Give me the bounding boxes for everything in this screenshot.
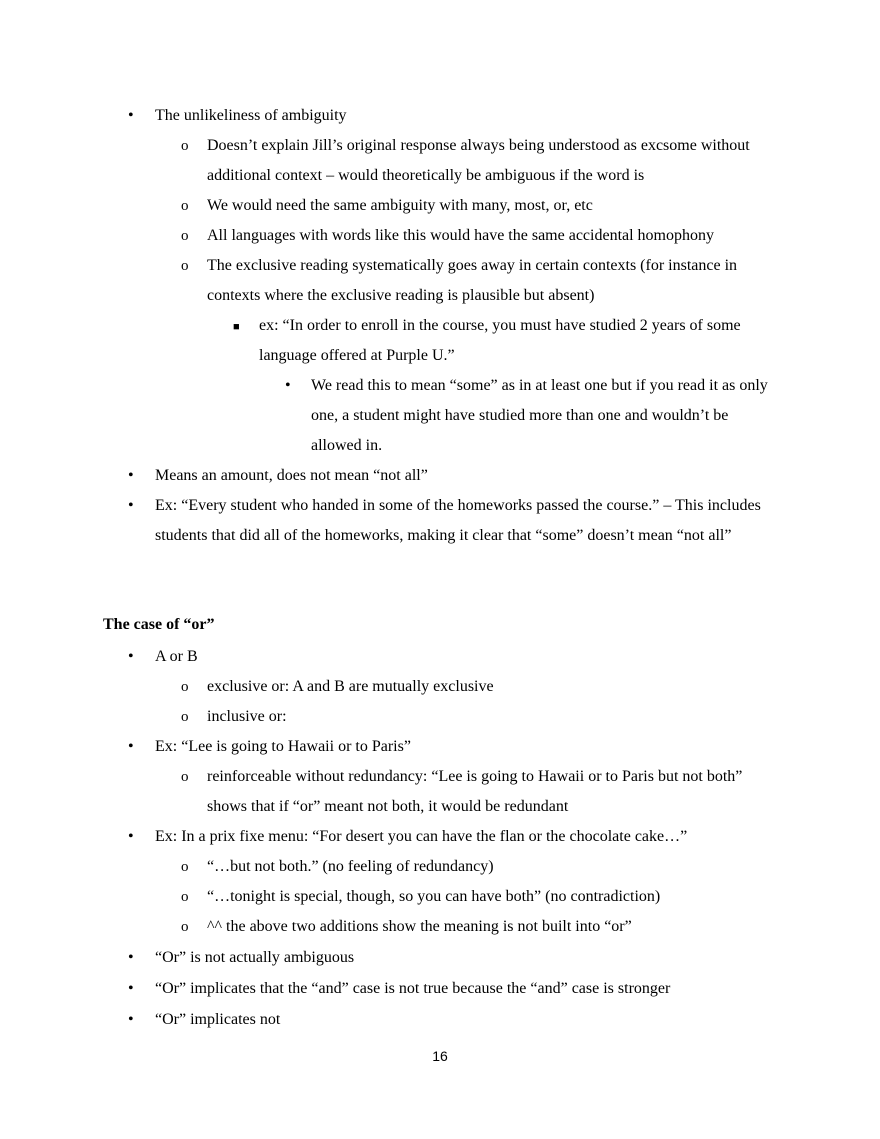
example-text: ex: “In order to enroll in the course, you must have studied 2 years of some language offered at Purple U.” — [259, 317, 741, 364]
bullet-marker: • — [128, 467, 134, 484]
bullet-text: “Or” implicates not — [155, 1011, 281, 1028]
sub-bullet-item — [181, 762, 782, 822]
sub-bullet-text: reinforceable without redundancy: “Lee is going to Hawaii or to Paris but not both” shows that if “or” meant not both, it would be redundant — [207, 768, 743, 815]
bullet-text: Means an amount, does not mean “not all” — [155, 467, 428, 484]
sub-bullet-marker: o — [181, 919, 189, 935]
sub-bullet-marker: o — [181, 859, 189, 875]
bullet-marker: • — [128, 738, 134, 755]
example-note-text: We read this to mean “some” as in at least one but if you read it as only one, a student might have studied more than one and wouldn’t be allowed in. — [311, 377, 768, 454]
bullet-text: Ex: In a prix fixe menu: “For desert you can have the flan or the chocolate cake…” — [155, 828, 688, 845]
sub-bullet-item — [181, 672, 782, 702]
sub-bullet-text: We would need the same ambiguity with many, most, or, etc — [207, 197, 593, 214]
bullet-marker: • — [128, 828, 134, 845]
sub-bullet-text: All languages with words like this would have the same accidental homophony — [207, 227, 714, 244]
bullet-text: Ex: “Lee is going to Hawaii or to Paris” — [155, 738, 411, 755]
sub-bullet-marker: o — [181, 258, 189, 274]
sub-bullet-text: inclusive or: — [207, 708, 287, 725]
bullet-marker: • — [128, 980, 134, 997]
page-number: 16 — [432, 1048, 448, 1064]
bullet-text: A or B — [155, 648, 198, 665]
bullet-item — [128, 822, 785, 852]
bullet-item — [128, 491, 785, 551]
bullet-item — [128, 943, 785, 973]
sub-bullet-item — [181, 702, 782, 732]
sub-bullet-text: ^^ the above two additions show the meaning is not built into “or” — [207, 918, 632, 935]
bullet-marker: • — [128, 1011, 134, 1028]
bullet-item — [128, 1005, 785, 1035]
sub-bullet-text: Doesn’t explain Jill’s original response always being understood as excsome without additional context – would theoretically be ambiguous if the word is — [207, 137, 750, 184]
bullet-marker: • — [128, 107, 134, 124]
sub-bullet-marker: o — [181, 198, 189, 214]
sub-bullet-text: “…tonight is special, though, so you can have both” (no contradiction) — [207, 888, 661, 905]
sub-bullet-item — [181, 882, 782, 912]
bullet-item — [128, 732, 785, 762]
sub-bullet-text: exclusive or: A and B are mutually exclusive — [207, 678, 494, 695]
sub-bullet-item — [181, 191, 782, 221]
sub-bullet-item — [181, 852, 782, 882]
bullet-item — [128, 642, 785, 672]
bullet-text: “Or” is not actually ambiguous — [155, 949, 355, 966]
sub-bullet-item — [181, 251, 782, 311]
bullet-item — [128, 461, 785, 491]
sub-bullet-marker: o — [181, 679, 189, 695]
bullet-item — [128, 101, 785, 131]
sub-bullet-item — [181, 131, 782, 191]
example-note-item — [285, 371, 781, 461]
sub-bullet-text: “…but not both.” (no feeling of redundancy) — [207, 858, 494, 875]
sub-bullet-marker: o — [181, 769, 189, 785]
bullet-marker: • — [128, 648, 134, 665]
section-heading: The case of “or” — [103, 616, 215, 633]
sub-bullet-marker: o — [181, 138, 189, 154]
sub-bullet-marker: o — [181, 889, 189, 905]
square-bullet-marker: ■ — [233, 321, 240, 333]
sub-bullet-marker: o — [181, 709, 189, 725]
example-item — [233, 311, 779, 371]
bullet-text: Ex: “Every student who handed in some of the homeworks passed the course.” – This includes students that did all of the homeworks, making it clear that “some” doesn’t mean “not all” — [155, 497, 761, 544]
bullet-text: The unlikeliness of ambiguity — [155, 107, 347, 124]
bullet-marker: • — [128, 949, 134, 966]
sub-bullet-item — [181, 912, 782, 942]
bullet-marker: • — [285, 377, 291, 394]
sub-bullet-marker: o — [181, 228, 189, 244]
bullet-item — [128, 974, 785, 1004]
bullet-marker: • — [128, 497, 134, 514]
bullet-text: “Or” implicates that the “and” case is not true because the “and” case is stronger — [155, 980, 671, 997]
sub-bullet-text: The exclusive reading systematically goes away in certain contexts (for instance in contexts where the exclusive reading is plausible but absent) — [207, 257, 738, 304]
sub-bullet-item — [181, 221, 782, 251]
